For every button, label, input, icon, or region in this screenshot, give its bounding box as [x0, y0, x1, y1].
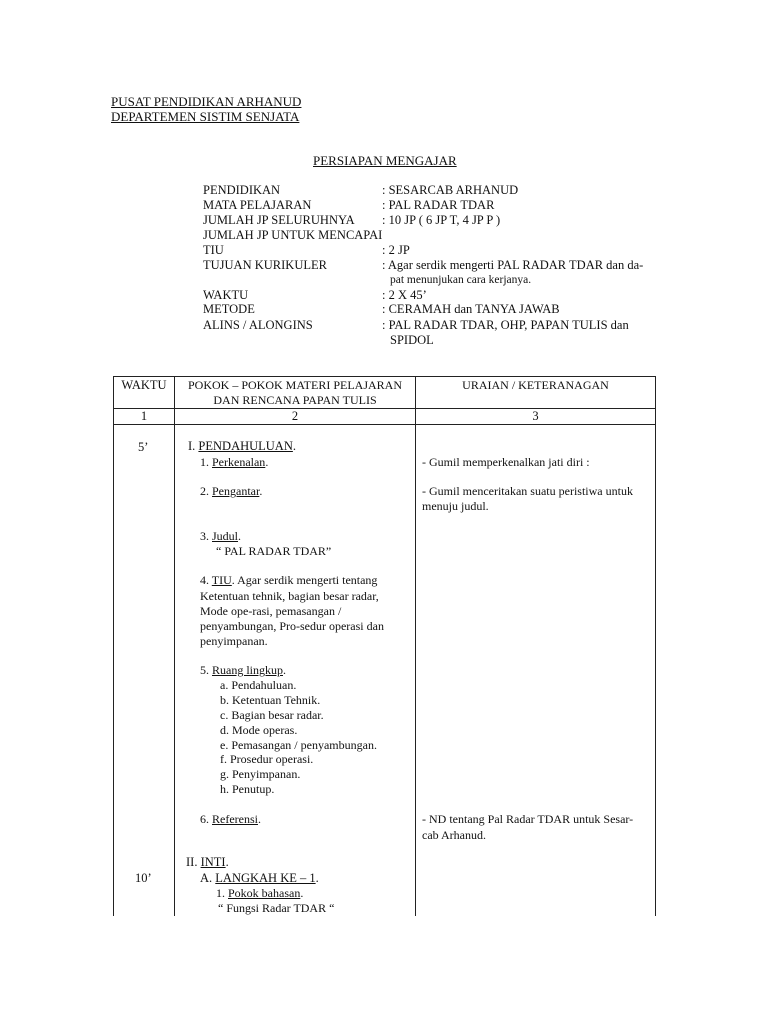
item-pengantar — [200, 484, 262, 499]
table-border-left — [113, 376, 114, 916]
tiu-line-2: Mode ope-rasi, pemasangan / — [200, 604, 342, 618]
remark-pengantar-2: menuju judul. — [422, 499, 489, 513]
col-number-1: 1 — [140, 409, 148, 423]
section-end: . — [292, 439, 296, 453]
table-col-divider-2 — [415, 376, 416, 916]
table-col-divider-1 — [174, 376, 175, 916]
item-num: 2. — [200, 484, 209, 498]
pokok-end: . — [300, 886, 304, 900]
info-value-metode: : CERAMAH dan TANYA JAWAB — [382, 302, 560, 316]
header-uraian: URAIAN / KETERANAGAN — [462, 378, 609, 392]
item-num: 1. — [200, 455, 209, 469]
info-value-waktu: : 2 X 45’ — [382, 288, 427, 302]
item-num: 3. — [200, 529, 209, 543]
item-referensi — [200, 812, 261, 827]
item-ruang-lingkup — [200, 663, 286, 678]
ruang-sub-d: d. Mode operas. — [220, 723, 298, 737]
col-number-3: 3 — [532, 409, 539, 423]
info-label-waktu: WAKTU — [203, 288, 249, 302]
pokok-bahasan — [216, 886, 303, 901]
time-inti: 10’ — [135, 871, 152, 885]
item-num: 6. — [200, 812, 209, 826]
section-pendahuluan — [188, 439, 296, 454]
tiu-line-4: penyimpanan. — [200, 634, 268, 648]
item-end: . — [257, 812, 261, 826]
section-title: PENDAHULUAN — [198, 439, 293, 453]
info-label-alins: ALINS / ALONGINS — [203, 318, 313, 332]
info-label-tiu: TIU — [203, 243, 224, 257]
section-end: . — [225, 855, 229, 869]
item-perkenalan — [200, 455, 268, 470]
col-number-2: 2 — [291, 409, 299, 423]
item-title: Ruang lingkup — [212, 663, 283, 677]
time-pendahuluan: 5’ — [138, 440, 149, 454]
item-num: 4. — [200, 573, 209, 587]
info-value-tiu: : 2 JP — [382, 243, 410, 257]
item-title: Perkenalan — [212, 455, 266, 469]
info-label-jumlah-jp-mencapai: JUMLAH JP UNTUK MENCAPAI — [203, 228, 383, 242]
langkah-ke-1 — [200, 871, 319, 886]
langkah-num: A. — [200, 871, 213, 885]
info-label-mata-pelajaran: MATA PELAJARAN — [203, 198, 312, 212]
header-pokok-line2: DAN RENCANA PAPAN TULIS — [213, 393, 377, 407]
info-value-tujuan-kurikuler: : Agar serdik mengerti PAL RADAR TDAR dan da- — [382, 258, 644, 272]
page-title: PERSIAPAN MENGAJAR — [313, 153, 457, 168]
info-value-pendidikan: : SESARCAB ARHANUD — [382, 183, 519, 197]
tiu-line-3: penyambungan, Pro-sedur operasi dan — [200, 619, 384, 633]
langkah-end: . — [315, 871, 319, 885]
judul-text: “ PAL RADAR TDAR” — [216, 544, 332, 558]
info-value-jumlah-jp: : 10 JP ( 6 JP T, 4 JP P ) — [382, 213, 501, 227]
info-label-jumlah-jp: JUMLAH JP SELURUHNYA — [203, 213, 355, 227]
item-end: . — [259, 484, 263, 498]
ruang-sub-e: e. Pemasangan / penyambungan. — [220, 738, 377, 752]
ruang-sub-f: f. Prosedur operasi. — [220, 752, 314, 766]
ruang-sub-c: c. Bagian besar radar. — [220, 708, 324, 722]
info-value-alins-cont: SPIDOL — [390, 333, 434, 347]
section-inti — [186, 855, 229, 870]
info-label-pendidikan: PENDIDIKAN — [203, 183, 281, 197]
remark-referensi-2: cab Arhanud. — [422, 828, 486, 842]
info-label-metode: METODE — [203, 302, 255, 316]
org-name: PUSAT PENDIDIKAN ARHANUD — [111, 94, 302, 109]
item-title: Pengantar — [212, 484, 260, 498]
item-text: Agar serdik mengerti tentang — [237, 573, 378, 587]
item-end: . — [238, 529, 242, 543]
table-number-divider — [113, 424, 656, 425]
section-title: INTI — [200, 855, 226, 869]
header-waktu: WAKTU — [121, 378, 167, 392]
item-end: . — [231, 573, 235, 587]
remark-pengantar-1: - Gumil menceritakan suatu peristiwa untuk — [422, 484, 633, 498]
ruang-sub-h: h. Penutup. — [220, 782, 275, 796]
pokok-num: 1. — [216, 886, 225, 900]
pokok-bahasan-text: “ Fungsi Radar TDAR “ — [218, 901, 335, 915]
item-title: TIU — [211, 573, 232, 587]
department-name: DEPARTEMEN SISTIM SENJATA — [111, 109, 300, 124]
item-tiu — [200, 573, 377, 588]
remark-referensi-1: - ND tentang Pal Radar TDAR untuk Sesar- — [422, 812, 634, 826]
tiu-line-1: Ketentuan tehnik, bagian besar radar, — [200, 589, 379, 603]
info-label-tujuan-kurikuler: TUJUAN KURIKULER — [203, 258, 327, 272]
item-title: Referensi — [212, 812, 258, 826]
ruang-sub-a: a. Pendahuluan. — [220, 678, 297, 692]
pokok-title: Pokok bahasan — [228, 886, 301, 900]
langkah-title: LANGKAH KE – 1 — [215, 871, 316, 885]
item-end: . — [265, 455, 269, 469]
item-title: Judul — [212, 529, 239, 543]
ruang-sub-b: b. Ketentuan Tehnik. — [220, 693, 321, 707]
item-end: . — [283, 663, 286, 677]
remark-perkenalan: - Gumil memperkenalkan jati diri : — [422, 455, 590, 469]
section-num: I. — [188, 439, 196, 453]
ruang-sub-g: g. Penyimpanan. — [220, 767, 301, 781]
header-pokok-line1: POKOK – POKOK MATERI PELAJARAN — [187, 378, 402, 392]
table-border-right — [655, 376, 656, 916]
item-judul — [200, 529, 241, 544]
item-num: 5. — [200, 663, 209, 677]
info-value-tujuan-kurikuler-cont: pat menunjukan cara kerjanya. — [390, 274, 532, 286]
info-value-mata-pelajaran: : PAL RADAR TDAR — [382, 198, 495, 212]
info-value-alins: : PAL RADAR TDAR, OHP, PAPAN TULIS dan — [382, 318, 629, 332]
section-num: II. — [186, 855, 198, 869]
